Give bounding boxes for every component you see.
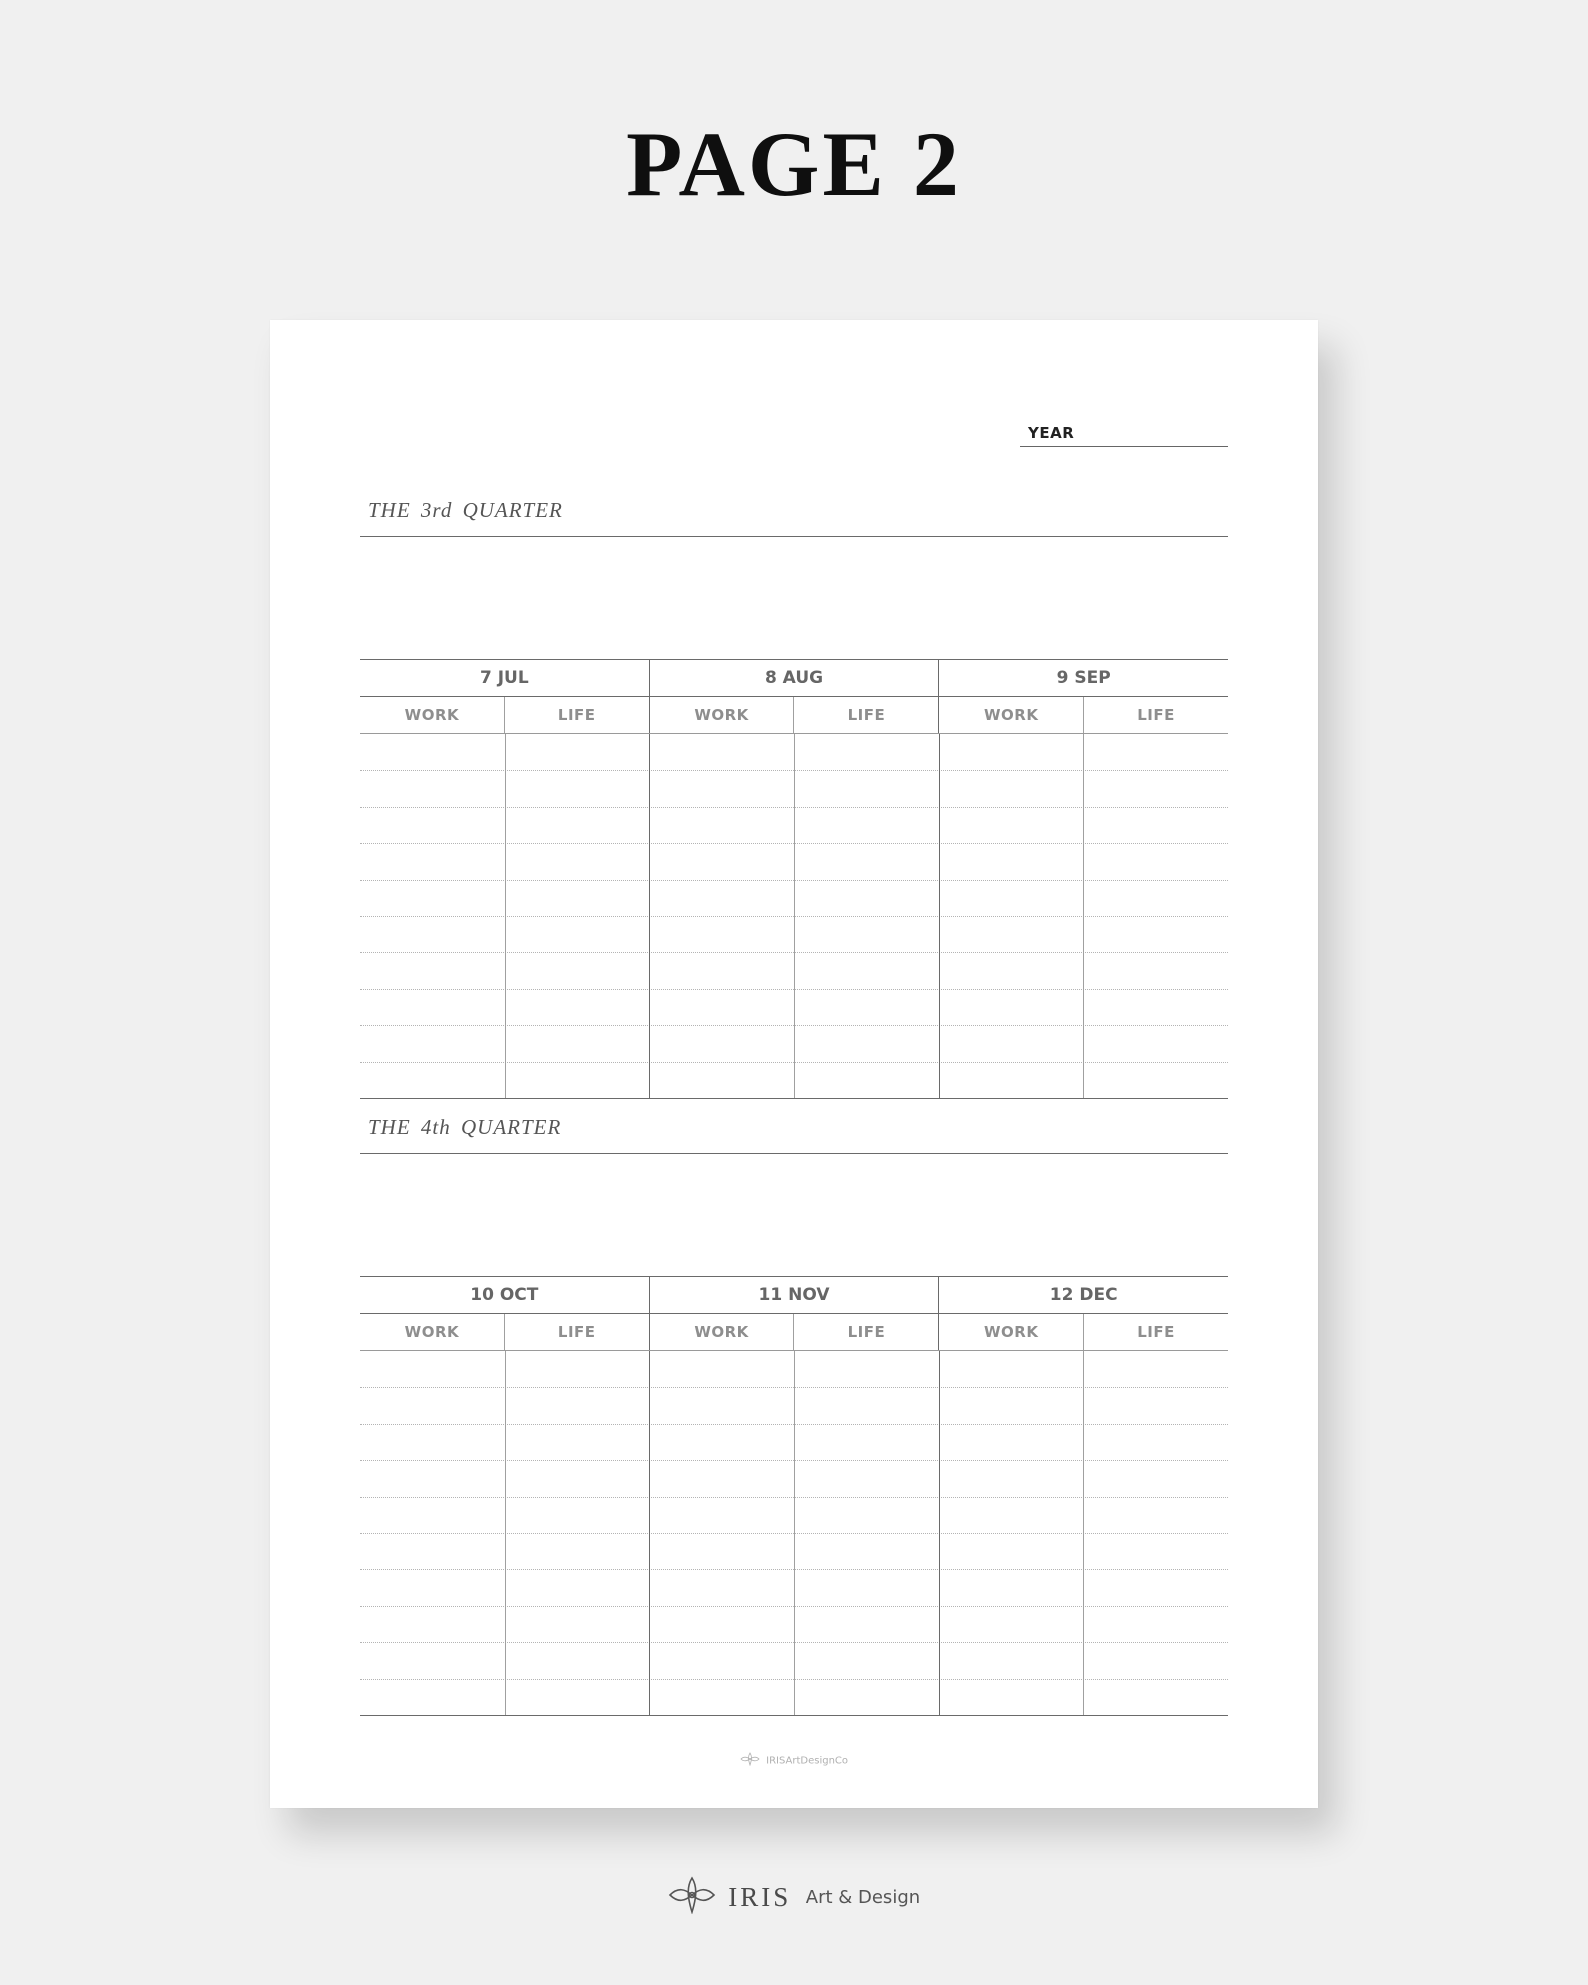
month-nov: 11 NOV xyxy=(649,1277,939,1313)
column-work: WORK xyxy=(938,1314,1083,1350)
column-life: LIFE xyxy=(1083,697,1228,733)
month-jul: 7 JUL xyxy=(479,668,529,688)
quarter-4-table xyxy=(360,1276,1228,1716)
quarter-4-month-header xyxy=(360,1276,1228,1314)
column-life: LIFE xyxy=(504,697,649,733)
column-divider xyxy=(505,1351,506,1715)
column-life: LIFE xyxy=(504,1314,649,1350)
month-divider xyxy=(649,1351,650,1715)
month-dec: 12 DEC xyxy=(938,1277,1228,1313)
column-life: LIFE xyxy=(1083,1314,1228,1350)
month-aug: 8 AUG xyxy=(649,660,939,696)
quarter-3-table xyxy=(360,659,1228,1099)
column-divider xyxy=(505,734,506,1098)
watermark-text: IRISArtDesignCo xyxy=(766,1755,849,1767)
page-heading: PAGE 2 xyxy=(626,113,962,215)
iris-flower-icon xyxy=(740,1752,760,1769)
brand-subtitle: Art & Design xyxy=(805,1887,921,1908)
month-divider xyxy=(649,734,650,1098)
column-work: WORK xyxy=(404,1323,460,1341)
brand-name: IRIS xyxy=(728,1882,792,1912)
brand-footer xyxy=(0,1876,1588,1919)
watermark xyxy=(270,1752,1318,1769)
quarter-3-writing-area[interactable] xyxy=(360,734,1228,1099)
planner-sheet xyxy=(270,320,1318,1808)
column-divider xyxy=(1083,734,1084,1098)
quarter-3-title-text: THE 3rd QUARTER xyxy=(368,498,563,522)
quarter-4-writing-area[interactable] xyxy=(360,1351,1228,1716)
quarter-3-subheader xyxy=(360,697,1228,734)
month-divider xyxy=(939,1351,940,1715)
quarter-4-title-text: THE 4th QUARTER xyxy=(368,1115,562,1139)
quarter-4-subheader xyxy=(360,1314,1228,1351)
iris-flower-icon xyxy=(668,1876,716,1919)
column-divider xyxy=(1083,1351,1084,1715)
year-label: YEAR xyxy=(1028,424,1075,442)
column-work: WORK xyxy=(649,697,794,733)
month-oct: 10 OCT xyxy=(470,1285,539,1305)
column-work: WORK xyxy=(938,697,1083,733)
column-divider xyxy=(794,734,795,1098)
month-divider xyxy=(939,734,940,1098)
year-field[interactable] xyxy=(1020,422,1228,447)
column-life: LIFE xyxy=(793,1314,938,1350)
column-work: WORK xyxy=(404,706,460,724)
month-sep: 9 SEP xyxy=(938,660,1228,696)
quarter-4-title xyxy=(360,1115,1228,1154)
column-divider xyxy=(794,1351,795,1715)
column-work: WORK xyxy=(649,1314,794,1350)
quarter-3-title xyxy=(360,498,1228,537)
quarter-3-month-header xyxy=(360,659,1228,697)
column-life: LIFE xyxy=(793,697,938,733)
